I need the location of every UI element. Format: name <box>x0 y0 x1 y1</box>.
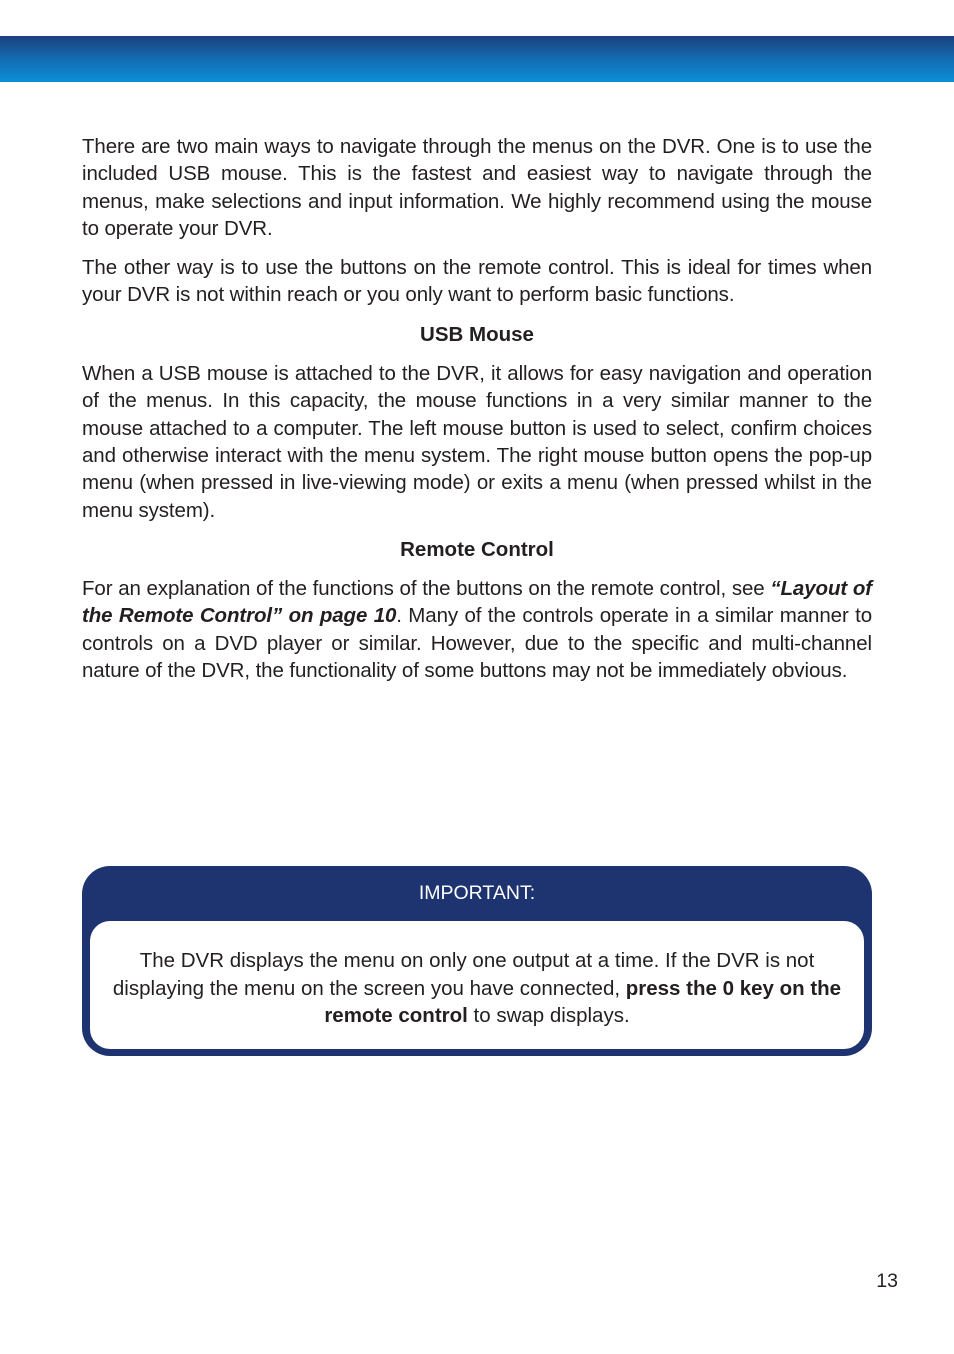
remote-control-text-before: For an explanation of the functions of the buttons on the remote control, see <box>82 577 771 601</box>
usb-mouse-heading: USB Mouse <box>420 322 534 346</box>
main-content <box>82 133 872 696</box>
important-text-after: to swap displays. <box>467 1004 630 1027</box>
important-notice-title: IMPORTANT: <box>418 882 536 904</box>
remote-control-layout-reference: “Layout of the Remote Control” on page 10 <box>82 577 873 628</box>
remote-control-paragraph <box>82 575 872 684</box>
important-notice-body <box>90 921 864 1049</box>
intro-paragraph-2: The other way is to use the buttons on the remote control. This is ideal for times when your DVR is not within reach or you only want to perform basic functions. <box>82 256 872 307</box>
remote-control-heading: Remote Control <box>400 537 554 561</box>
important-text-before: The DVR displays the menu on only one output at a time. If the DVR is not displaying the menu on the screen you have connected, <box>112 949 815 1000</box>
important-notice-box <box>82 866 872 1056</box>
page-number: 13 <box>876 1270 898 1292</box>
remote-control-text-after: . Many of the controls operate in a similar manner to controls on a DVD player or similar. However, due to the specific and multi-channel nature of the DVR, the functionality of some buttons may not be immediately obvious. <box>82 604 872 683</box>
header-bar <box>0 36 954 82</box>
usb-mouse-paragraph: When a USB mouse is attached to the DVR, it allows for easy navigation and operation of the menus. In this capacity, the mouse functions in a very similar manner to the mouse attached to a computer. The left mouse button is used to select, confirm choices and otherwise interact with the menu system. The right mouse button opens the pop-up menu (when pressed in live-viewing mode) or exits a menu (when pressed whilst in the menu system). <box>82 362 872 522</box>
intro-paragraph-1: There are two main ways to navigate through the menus on the DVR. One is to use the included USB mouse. This is the fastest and easiest way to navigate through the menus, make selections and input information. We highly recommend using the mouse to operate your DVR. <box>82 135 872 240</box>
important-text-bold: press the 0 key on the remote control <box>324 976 842 1027</box>
